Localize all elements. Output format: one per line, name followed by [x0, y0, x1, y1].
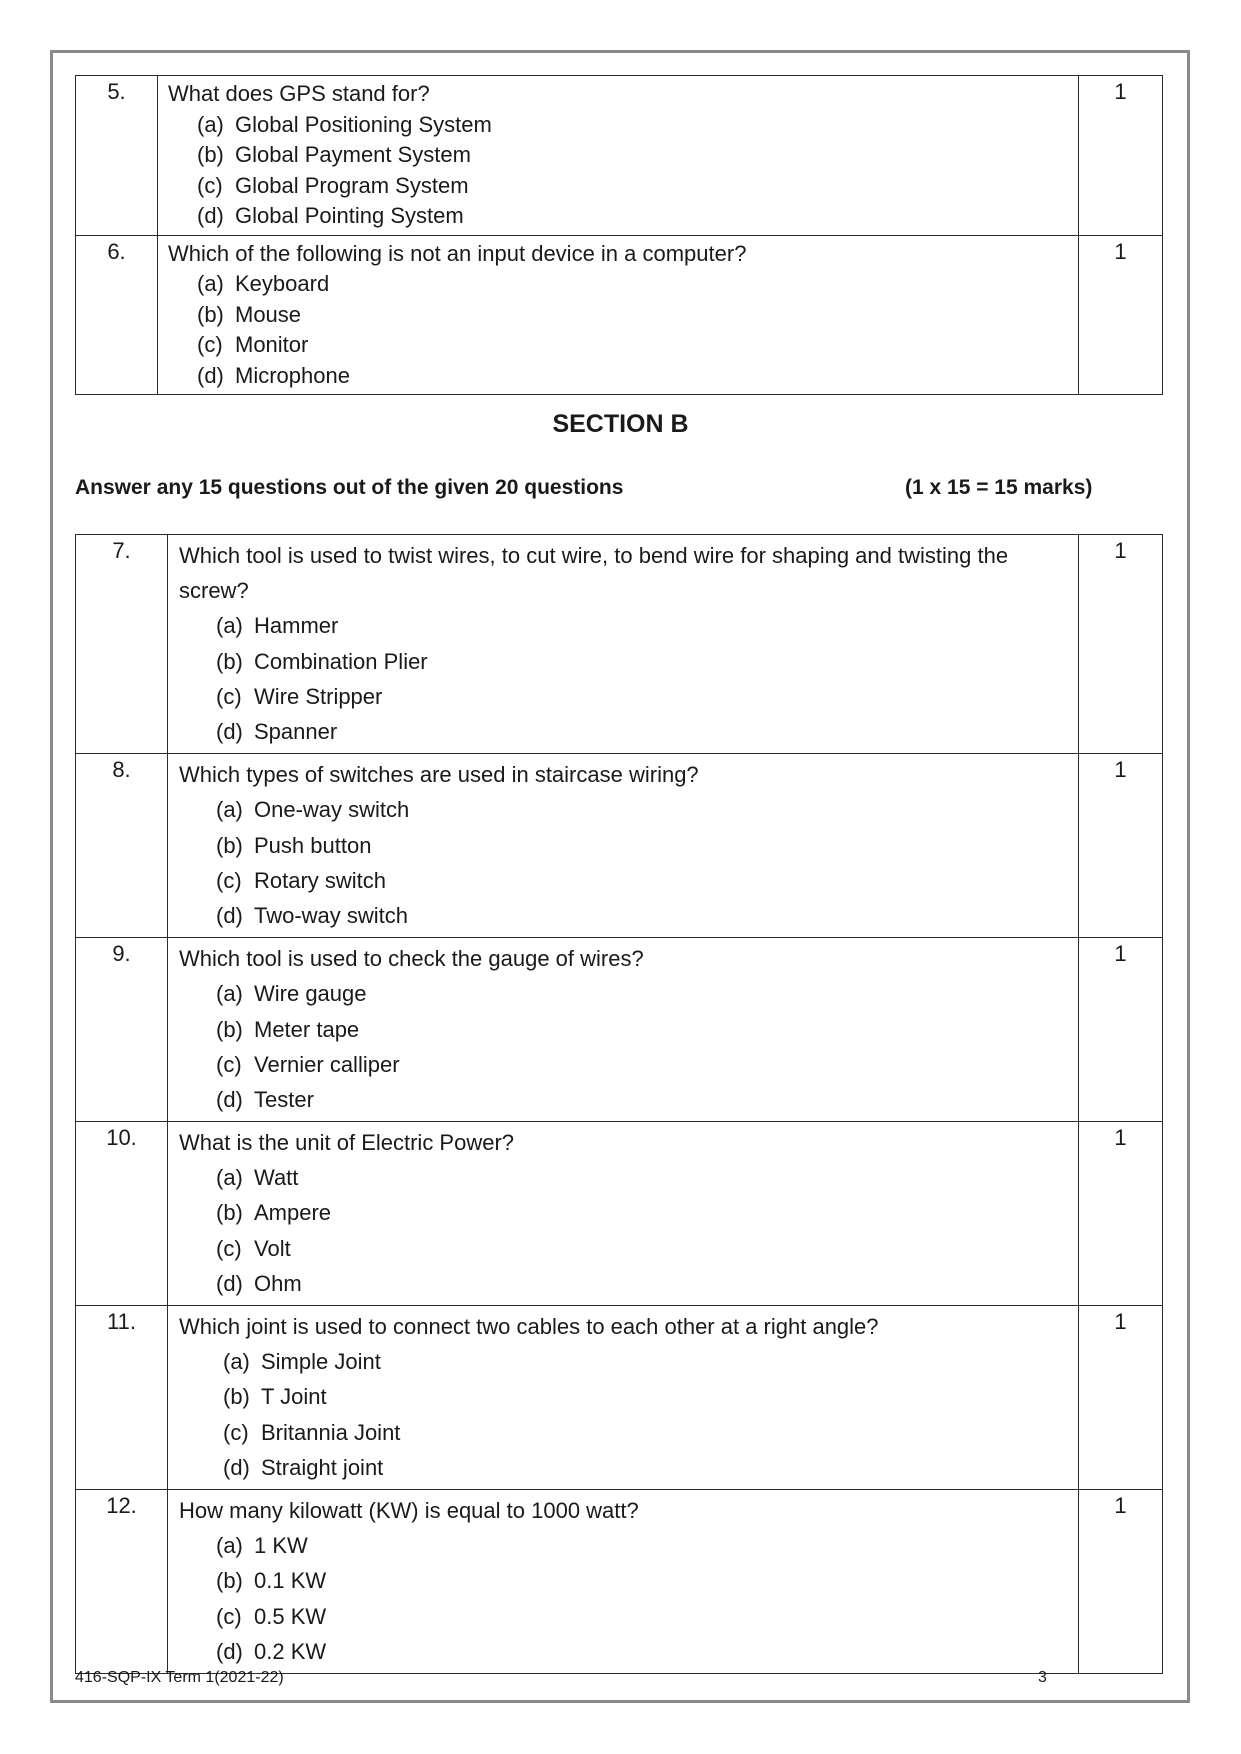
option-text: Volt — [254, 1235, 291, 1261]
question-marks: 1 — [1079, 235, 1163, 395]
option-text: Ohm — [254, 1270, 302, 1296]
option-item — [179, 1012, 1068, 1047]
option-text: 0.1 KW — [254, 1568, 327, 1594]
option-label: (c) — [216, 867, 242, 893]
option-text: Simple Joint — [261, 1349, 381, 1375]
option-text: Global Pointing System — [235, 203, 464, 228]
option-item — [179, 1160, 1068, 1195]
question-marks: 1 — [1079, 535, 1163, 754]
question-number: 8. — [76, 754, 168, 938]
option-label: (a) — [216, 613, 243, 639]
question-row — [76, 235, 1163, 395]
question-row — [76, 1306, 1163, 1490]
option-label: (a) — [197, 271, 224, 296]
question-row — [76, 76, 1163, 236]
option-text: Wire Stripper — [254, 683, 383, 709]
option-label: (d) — [197, 362, 224, 388]
question-cell — [168, 1489, 1079, 1673]
option-label: (c) — [216, 1235, 242, 1261]
question-row — [76, 938, 1163, 1122]
question-row — [76, 535, 1163, 754]
option-item — [179, 1528, 1068, 1563]
option-text: Hammer — [254, 613, 339, 639]
option-item — [179, 792, 1068, 827]
option-text: Two-way switch — [254, 902, 409, 928]
option-text: Vernier calliper — [254, 1051, 400, 1077]
option-item — [179, 1599, 1068, 1634]
option-text: Rotary switch — [254, 867, 387, 893]
option-label: (a) — [223, 1349, 250, 1375]
question-number: 10. — [76, 1122, 168, 1306]
option-item — [179, 1379, 1068, 1414]
option-item — [179, 1195, 1068, 1230]
option-label: (a) — [216, 981, 243, 1007]
question-marks: 1 — [1079, 938, 1163, 1122]
option-label: (a) — [216, 1533, 243, 1559]
option-item — [168, 171, 1068, 202]
option-text: Tester — [254, 1086, 314, 1112]
option-label: (d) — [216, 1638, 243, 1664]
question-cell — [168, 754, 1079, 938]
option-item — [168, 140, 1068, 171]
question-marks: 1 — [1079, 1489, 1163, 1673]
option-text: Microphone — [235, 362, 350, 388]
option-label: (d) — [197, 203, 224, 228]
option-item — [168, 330, 1068, 361]
option-text: Keyboard — [235, 271, 330, 296]
question-cell — [158, 76, 1079, 236]
option-text: Straight joint — [261, 1454, 384, 1480]
option-label: (d) — [216, 902, 243, 928]
option-item — [168, 110, 1068, 141]
option-label: (c) — [197, 172, 223, 198]
question-number: 9. — [76, 938, 168, 1122]
option-item — [179, 608, 1068, 643]
option-item — [179, 714, 1068, 749]
option-label: (c) — [216, 683, 242, 709]
question-marks: 1 — [1079, 754, 1163, 938]
option-label: (b) — [216, 832, 243, 858]
option-text: Spanner — [254, 718, 338, 744]
question-number: 5. — [76, 76, 158, 236]
option-label: (a) — [216, 1165, 243, 1191]
footer-document-code: 416-SQP-IX Term 1(2021-22) — [75, 1669, 284, 1686]
question-number: 6. — [76, 235, 158, 395]
question-number: 7. — [76, 535, 168, 754]
option-text: Meter tape — [254, 1016, 360, 1042]
option-item — [179, 1231, 1068, 1266]
option-text: Ampere — [254, 1200, 332, 1226]
footer-page-number: 3 — [1038, 1669, 1047, 1686]
question-table-bottom — [75, 534, 1163, 1674]
option-text: Wire gauge — [254, 981, 367, 1007]
option-text: 0.5 KW — [254, 1603, 327, 1629]
option-label: (d) — [216, 1086, 243, 1112]
question-marks: 1 — [1079, 1122, 1163, 1306]
option-item — [179, 976, 1068, 1011]
option-item — [179, 1266, 1068, 1301]
option-text: 1 KW — [254, 1533, 308, 1559]
option-item — [179, 1450, 1068, 1485]
option-label: (b) — [197, 301, 224, 327]
question-text: Which tool is used to check the gauge of wires? — [179, 946, 644, 972]
section-title: SECTION B — [552, 410, 689, 438]
question-cell — [168, 1122, 1079, 1306]
option-label: (c) — [216, 1603, 242, 1629]
section-marks-note: (1 x 15 = 15 marks) — [905, 476, 1093, 499]
option-text: Britannia Joint — [261, 1419, 401, 1445]
question-text: Which of the following is not an input device in a computer? — [168, 240, 747, 266]
question-text: What does GPS stand for? — [168, 81, 430, 106]
option-item — [179, 1047, 1068, 1082]
option-item — [168, 300, 1068, 331]
option-label: (d) — [216, 1270, 243, 1296]
option-item — [168, 201, 1068, 232]
option-text: Global Program System — [235, 172, 469, 198]
option-item — [179, 1563, 1068, 1598]
question-text: How many kilowatt (KW) is equal to 1000 watt? — [179, 1497, 639, 1523]
question-marks: 1 — [1079, 76, 1163, 236]
option-text: Mouse — [235, 301, 302, 327]
option-item — [179, 898, 1068, 933]
question-number: 12. — [76, 1489, 168, 1673]
question-marks: 1 — [1079, 1306, 1163, 1490]
option-text: Combination Plier — [254, 648, 428, 674]
option-label: (c) — [223, 1419, 249, 1445]
option-text: Watt — [254, 1165, 299, 1191]
option-item — [179, 679, 1068, 714]
option-label: (b) — [223, 1384, 250, 1410]
option-text: Monitor — [235, 332, 309, 357]
option-item — [179, 1634, 1068, 1669]
option-item — [179, 1344, 1068, 1379]
question-cell — [158, 235, 1079, 395]
option-item — [179, 1415, 1068, 1450]
question-row — [76, 1489, 1163, 1673]
option-item — [168, 361, 1068, 392]
option-text: One-way switch — [254, 797, 410, 823]
question-row — [76, 754, 1163, 938]
question-cell — [168, 938, 1079, 1122]
option-label: (d) — [216, 718, 243, 744]
option-label: (d) — [223, 1454, 250, 1480]
option-label: (c) — [197, 332, 223, 357]
option-item — [179, 828, 1068, 863]
question-number: 11. — [76, 1306, 168, 1490]
option-label: (a) — [197, 111, 224, 137]
question-cell — [168, 1306, 1079, 1490]
option-text: T Joint — [261, 1384, 327, 1410]
option-label: (b) — [216, 648, 243, 674]
option-item — [168, 269, 1068, 300]
option-text: Global Payment System — [235, 142, 471, 167]
option-label: (c) — [216, 1051, 242, 1077]
option-item — [179, 863, 1068, 898]
question-text: Which types of switches are used in staircase wiring? — [179, 762, 699, 788]
question-cell — [168, 535, 1079, 754]
option-label: (b) — [216, 1200, 243, 1226]
question-text: What is the unit of Electric Power? — [179, 1130, 515, 1156]
option-label: (b) — [197, 142, 224, 167]
question-row — [76, 1122, 1163, 1306]
question-text: Which tool is used to twist wires, to cut wire, to bend wire for shaping and twisting the screw? — [179, 543, 1009, 604]
option-text: Push button — [254, 832, 372, 858]
option-label: (b) — [216, 1016, 243, 1042]
question-text: Which joint is used to connect two cables to each other at a right angle? — [179, 1314, 879, 1340]
option-text: Global Positioning System — [235, 111, 492, 137]
section-instruction: Answer any 15 questions out of the given 20 questions — [75, 476, 624, 499]
question-table-top — [75, 75, 1163, 395]
option-text: 0.2 KW — [254, 1638, 327, 1664]
option-item — [179, 1082, 1068, 1117]
option-label: (a) — [216, 797, 243, 823]
option-label: (b) — [216, 1568, 243, 1594]
option-item — [179, 644, 1068, 679]
